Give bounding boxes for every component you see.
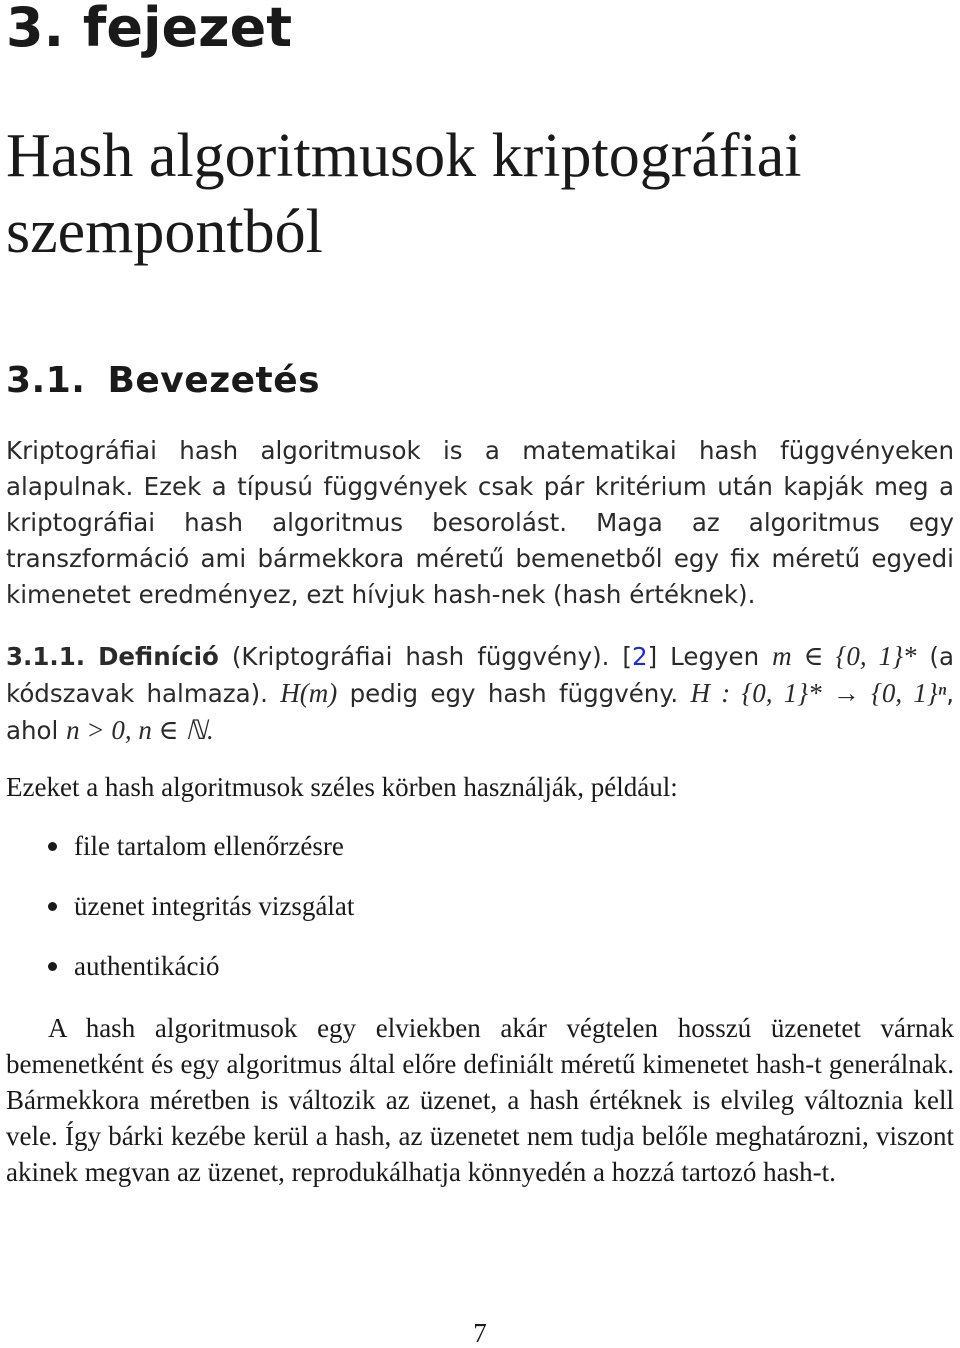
bullet-icon (48, 902, 57, 911)
definition-block: 3.1.1. Definíció (Kriptográfiai hash függvény). [2] Legyen m ∈ {0, 1}* (a kódszavak halmaza). H(m) pedig egy hash függvény. H : {0, 1}* → {0, 1}ⁿ, ahol n > 0, n ∈ ℕ. (6, 641, 955, 745)
uses-list (6, 820, 354, 1000)
citation-link[interactable]: 2 (632, 642, 648, 671)
intro-paragraph: Kriptográfiai hash algoritmusok is a matematikai hash függvényeken alapulnak. Ezek a típusú függvények csak pár kritérium után kapják meg a kriptográfiai hash algoritmus besorolást. Maga az algoritmus egy transzformáció ami bármekkora méretű bemenetből egy fix méretű egyedi kimenetet eredményez, ezt hívjuk hash-nek (hash értéknek). (6, 436, 954, 609)
definition-text-4: , ahol (6, 679, 955, 745)
list-item-text: authentikáció (74, 951, 220, 981)
chapter-label: 3. fejezet (6, 0, 293, 59)
uses-lead: Ezeket a hash algoritmusok széles körben használják, például: (6, 772, 678, 802)
definition-text-3: pedig egy hash függvény. (349, 679, 679, 708)
math-mapping: H : {0, 1}* → {0, 1}ⁿ (690, 678, 947, 708)
section-title: Bevezetés (107, 360, 321, 401)
closing-paragraph: A hash algoritmusok egy elviekben akár végtelen hosszú üzenetet várnak bemenetként és egy algoritmus által előre definiált méretű kimenetet hash-t generálnak. Bármekkora méretben is változik az üzenet, a hash értéknek is elvileg változnia kell vele. Így bárki kezébe kerül a hash, az üzenetet nem tudja belőle meghatározni, viszont akinek megvan az üzenet, reprodukálhatja könnyedén a hozzá tartozó hash-t. (6, 1013, 954, 1187)
list-item (6, 940, 354, 1000)
chapter-title: Hash algoritmusok kriptográfiai szempontból (6, 122, 802, 266)
list-item-text: üzenet integritás vizsgálat (74, 891, 355, 921)
math-hm: H(m) (280, 678, 338, 708)
definition-name: (Kriptográfiai hash függvény). (231, 642, 610, 671)
list-item (6, 820, 354, 880)
list-item-text: file tartalom ellenőrzésre (74, 831, 344, 861)
math-condition: n > 0, n ∈ ℕ. (66, 715, 214, 745)
math-m-in-set: m ∈ {0, 1}* (772, 641, 917, 671)
definition-label: Definíció (98, 642, 219, 671)
section-heading (6, 358, 320, 404)
definition-number: 3.1.1. (6, 642, 86, 671)
bullet-icon (48, 962, 57, 971)
page-number: 7 (473, 1318, 487, 1348)
list-item (6, 880, 354, 940)
bullet-icon (48, 842, 57, 851)
section-number: 3.1. (6, 360, 86, 401)
definition-text-1: Legyen (670, 642, 760, 671)
definition-text-2: (a kódszavak halmaza). (6, 642, 954, 708)
